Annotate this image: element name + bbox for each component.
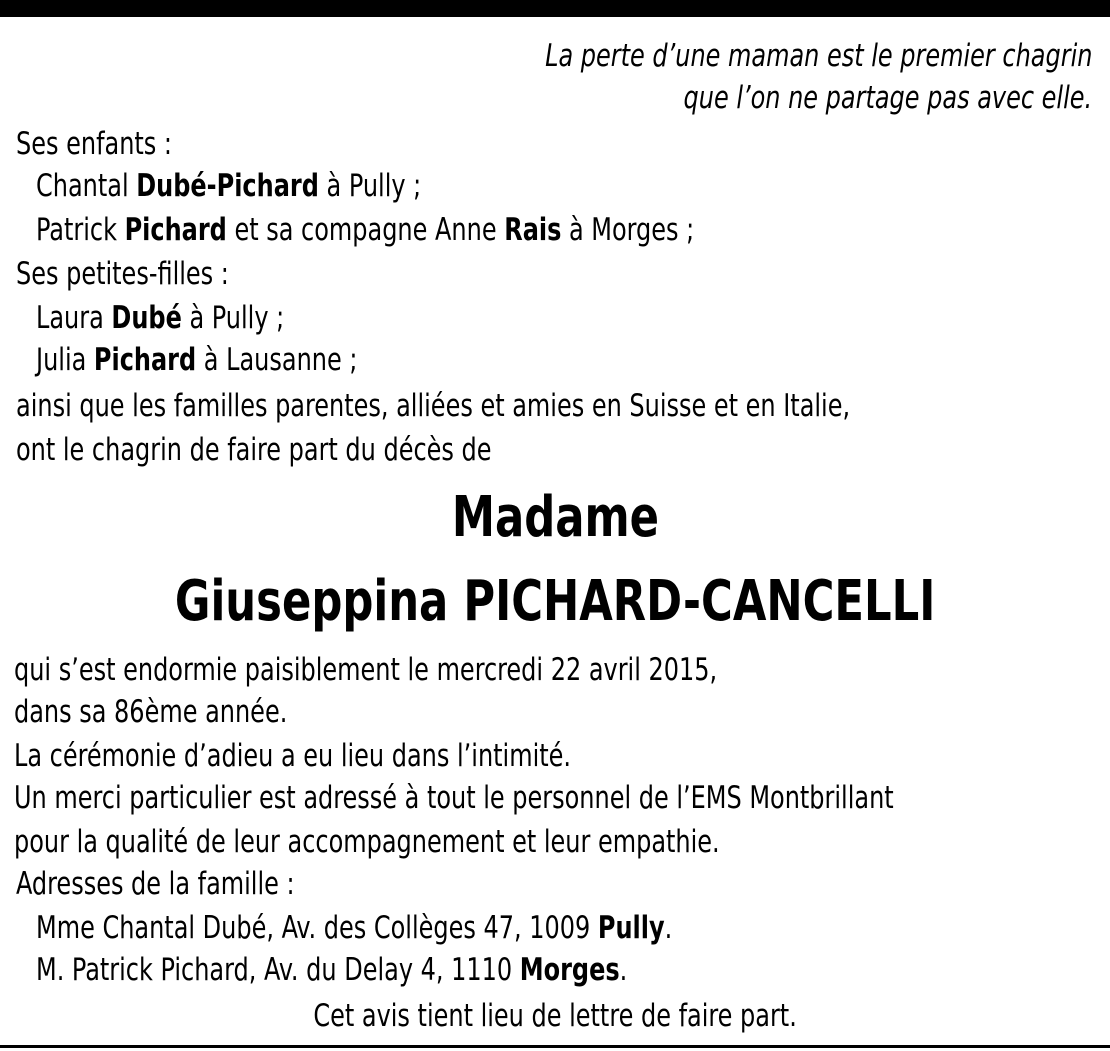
grandchild-2-last-name: Pichard xyxy=(93,342,197,378)
body-line-4: Un merci particulier est adressé à tout le personnel de l’EMS Montbrillant xyxy=(14,780,894,816)
child-1-first-name: Chantal xyxy=(36,168,137,204)
child-2-first-name: Patrick xyxy=(36,212,125,248)
addresses-heading: Adresses de la famille : xyxy=(16,866,295,902)
body-line-2: dans sa 86ème année. xyxy=(14,694,288,730)
address-1-end: . xyxy=(664,910,673,946)
child-2-location: à Morges ; xyxy=(561,212,695,248)
child-1 xyxy=(36,168,421,204)
child-2-partner-text: et sa compagne Anne xyxy=(226,212,505,248)
address-1-city: Pully xyxy=(597,910,665,946)
families-line-1: ainsi que les familles parentes, alliées et amies en Suisse et en Italie, xyxy=(16,388,851,424)
child-2-partner-last-name: Rais xyxy=(504,212,562,248)
grandchild-1-first-name: Laura xyxy=(36,300,112,336)
body-line-5: pour la qualité de leur accompagnement et leur empathie. xyxy=(14,824,720,860)
grandchild-2-first-name: Julia xyxy=(36,342,94,378)
child-2-last-name: Pichard xyxy=(124,212,227,248)
families-line-2: ont le chagrin de faire part du décès de xyxy=(16,432,492,468)
address-2-text: M. Patrick Pichard, Av. du Delay 4, 1110 xyxy=(36,952,520,988)
quote-line-1: La perte d’une maman est le premier chagrin xyxy=(544,38,1092,74)
child-1-location: à Pully ; xyxy=(318,168,422,204)
children-heading: Ses enfants : xyxy=(16,126,173,162)
bottom-border-rule xyxy=(0,1045,1110,1048)
deceased-name-text: Giuseppina PICHARD-CANCELLI xyxy=(174,569,936,634)
grandchild-2 xyxy=(36,342,357,378)
grandchild-2-location: à Lausanne ; xyxy=(196,342,358,378)
address-2-end: . xyxy=(619,952,628,988)
address-2 xyxy=(36,952,627,988)
body-line-3: La cérémonie d’adieu a eu lieu dans l’intimité. xyxy=(14,738,572,774)
deceased-title-text: Madame xyxy=(451,485,659,550)
deceased-name xyxy=(0,570,1110,634)
grandchild-1 xyxy=(36,300,284,336)
grandchild-1-last-name: Dubé xyxy=(111,300,182,336)
body-line-1: qui s’est endormie paisiblement le mercredi 22 avril 2015, xyxy=(14,652,718,688)
child-2 xyxy=(36,212,694,248)
top-border-rule xyxy=(0,0,1110,17)
child-1-last-name: Dubé-Pichard xyxy=(136,168,319,204)
quote-line-2: que l’on ne partage pas avec elle. xyxy=(683,80,1092,116)
address-1 xyxy=(36,910,672,946)
footer-note-text: Cet avis tient lieu de lettre de faire part. xyxy=(313,998,797,1034)
address-2-city: Morges xyxy=(519,952,620,988)
grandchild-1-location: à Pully ; xyxy=(181,300,285,336)
address-1-text: Mme Chantal Dubé, Av. des Collèges 47, 1009 xyxy=(36,910,598,946)
grandchildren-heading: Ses petites-filles : xyxy=(16,256,229,292)
footer-note xyxy=(0,998,1110,1034)
deceased-title xyxy=(0,486,1110,550)
